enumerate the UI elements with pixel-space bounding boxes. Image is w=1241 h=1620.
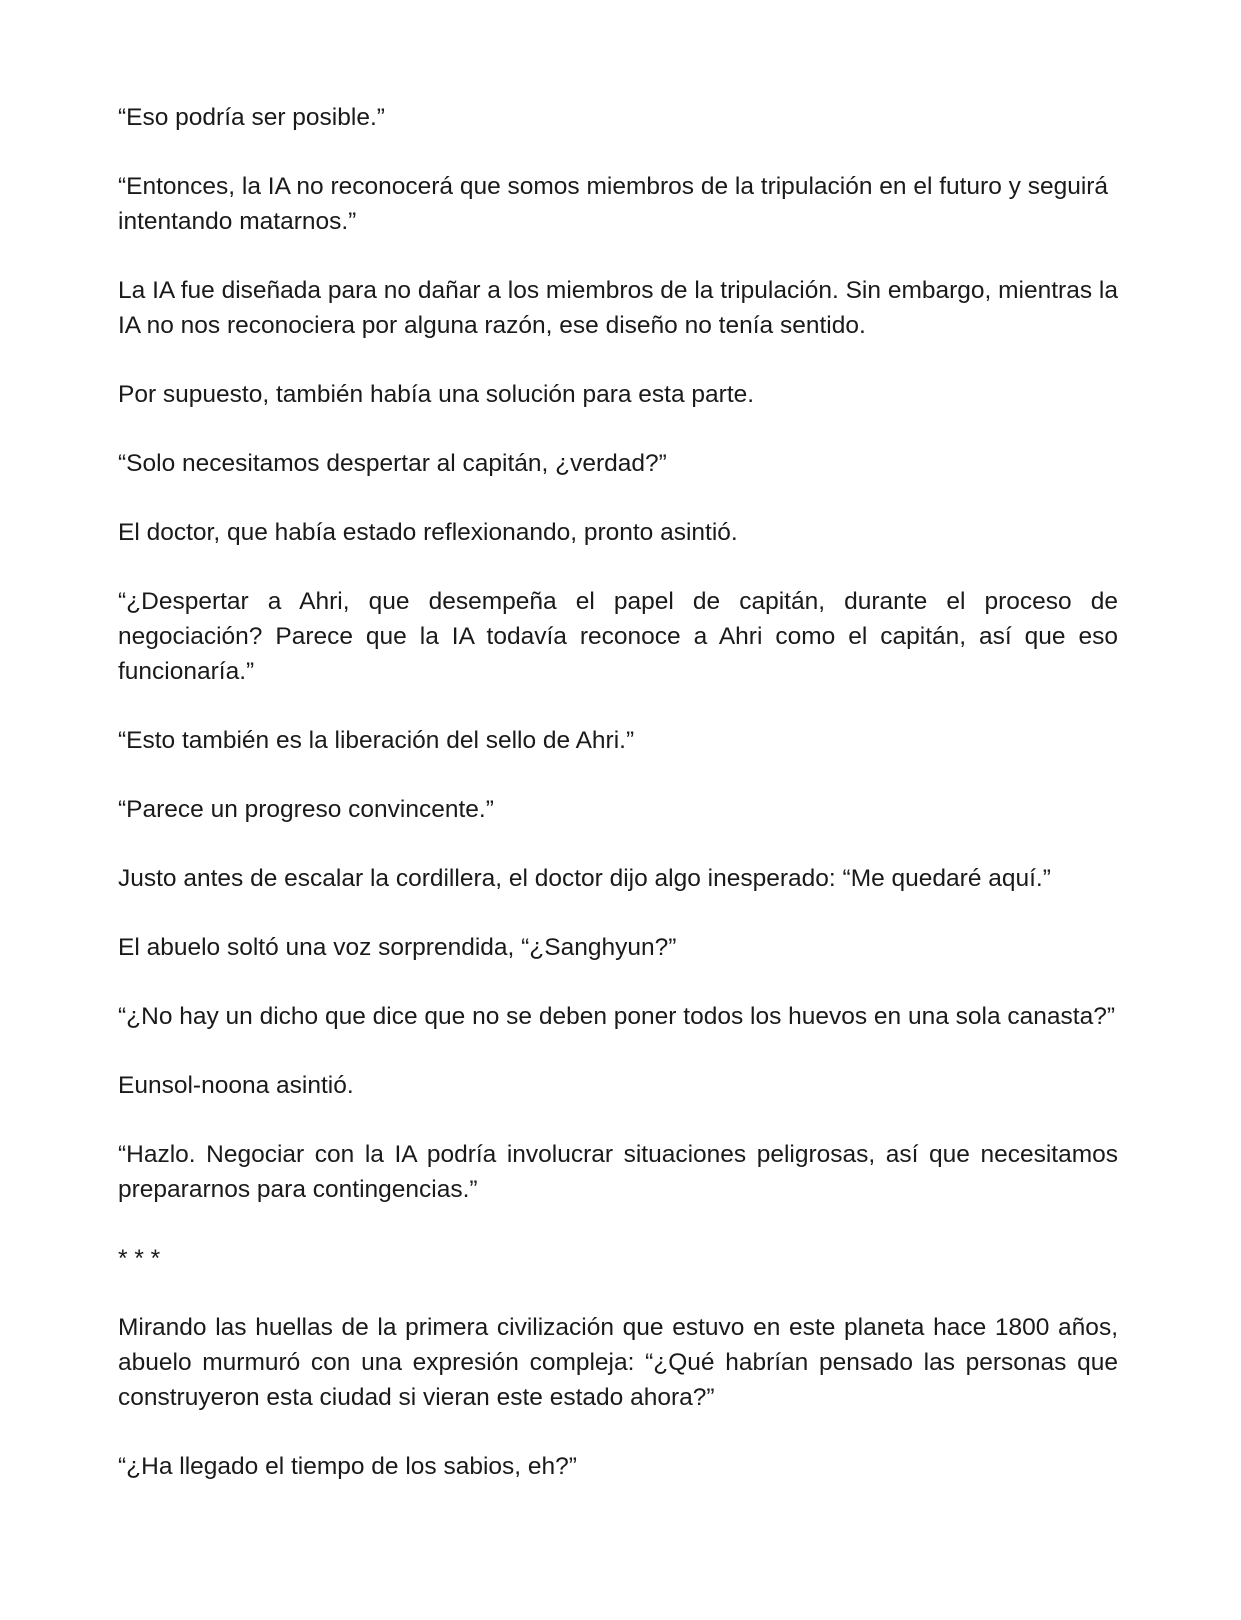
paragraph: Eunsol-noona asintió. (118, 1072, 354, 1099)
paragraph: “Esto también es la liberación del sello de Ahri.” (118, 727, 635, 754)
paragraph: “Parece un progreso convincente.” (118, 796, 494, 823)
paragraph: El abuelo soltó una voz sorprendida, “¿Sanghyun?” (118, 934, 677, 961)
paragraph: Justo antes de escalar la cordillera, el doctor dijo algo inesperado: “Me quedaré aquí.” (118, 865, 1051, 892)
paragraph: “¿Ha llegado el tiempo de los sabios, eh?” (118, 1453, 577, 1480)
paragraph: Mirando las huellas de la primera civilización que estuvo en este planeta hace 1800 años, abuelo murmuró con una expresión compleja: “¿Qué habrían pensado las personas que construyeron esta ciudad si vieran este estado ahora?” (118, 1314, 1118, 1411)
paragraph: Por supuesto, también había una solución para esta parte. (118, 381, 755, 408)
document-page (118, 100, 1118, 1518)
paragraph: “¿No hay un dicho que dice que no se deben poner todos los huevos en una sola canasta?” (118, 1003, 1116, 1030)
paragraph: “Eso podría ser posible.” (118, 104, 385, 131)
paragraph: La IA fue diseñada para no dañar a los miembros de la tripulación. Sin embargo, mientras la IA no nos reconociera por alguna razón, ese diseño no tenía sentido. (118, 277, 1118, 339)
paragraph: “Solo necesitamos despertar al capitán, ¿verdad?” (118, 450, 667, 477)
scene-break: * * * (118, 1245, 161, 1272)
paragraph: “¿Despertar a Ahri, que desempeña el papel de capitán, durante el proceso de negociación? Parece que la IA todavía reconoce a Ahri como el capitán, así que eso funcionaría.” (118, 588, 1118, 685)
paragraph: “Hazlo. Negociar con la IA podría involucrar situaciones peligrosas, así que necesitamos prepararnos para contingencias.” (118, 1141, 1118, 1203)
paragraph: El doctor, que había estado reflexionando, pronto asintió. (118, 519, 738, 546)
paragraph: “Entonces, la IA no reconocerá que somos miembros de la tripulación en el futuro y seguirá intentando matarnos.” (118, 173, 1109, 235)
